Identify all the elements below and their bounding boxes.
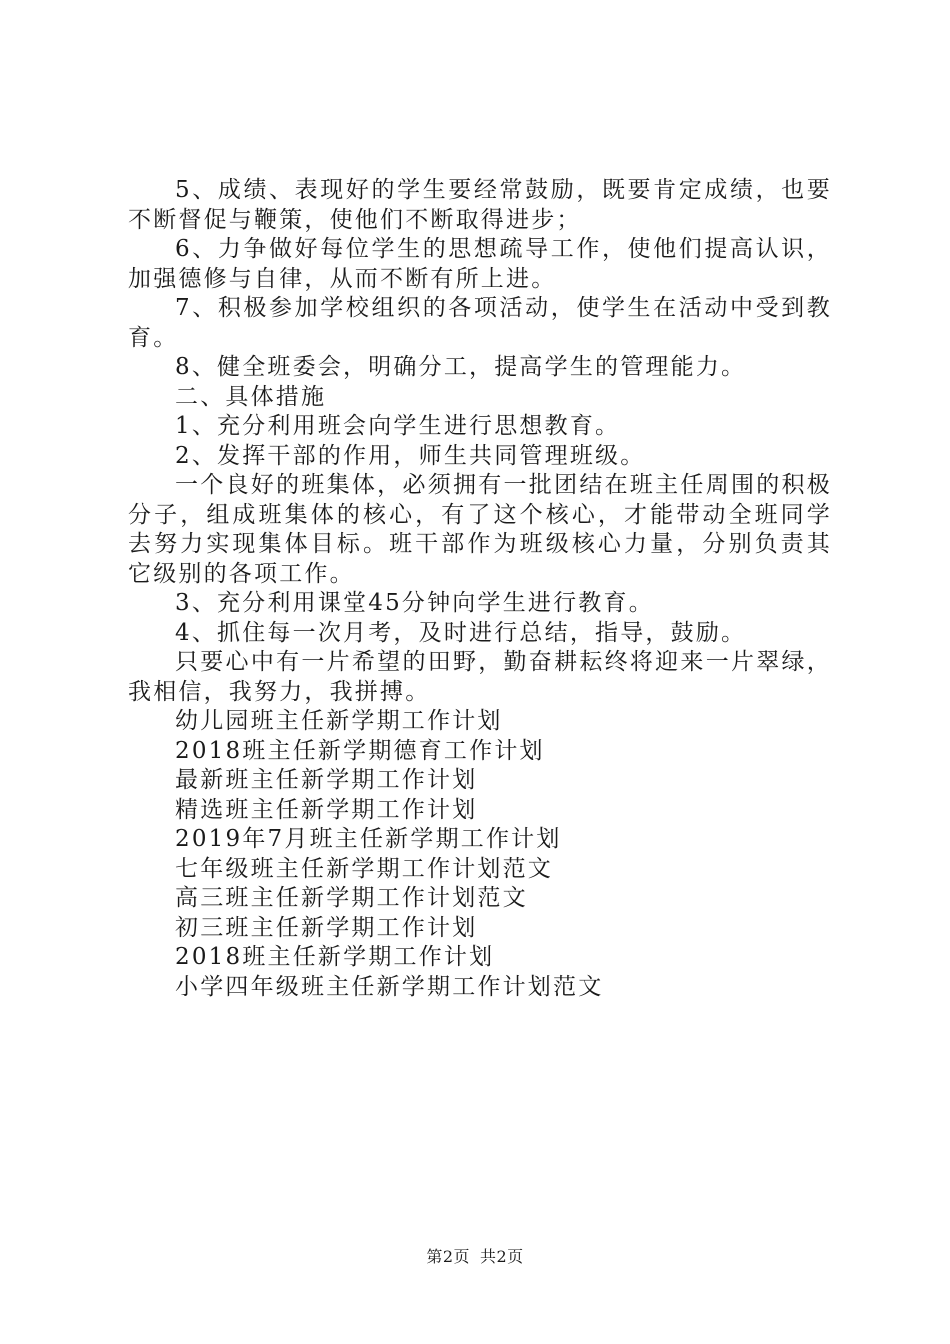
page-number-total: 共2页 <box>480 1247 524 1266</box>
related-link-item[interactable]: 2019年7月班主任新学期工作计划 <box>175 826 562 852</box>
related-link-item[interactable]: 精选班主任新学期工作计划 <box>175 796 478 823</box>
page-number-current: 第2页 <box>426 1247 470 1266</box>
measure-item-4: 4、抓住每一次月考，及时进行总结，指导，鼓励。 <box>175 619 747 646</box>
document-body <box>128 176 832 1002</box>
closing-paragraph: 只要心中有一片希望的田野，勤奋耕耘终将迎来一片翠绿，我相信，我努力，我拼搏。 <box>128 649 832 705</box>
page-footer <box>0 1244 950 1267</box>
related-link-item[interactable]: 2018班主任新学期工作计划 <box>175 944 495 970</box>
section-heading: 二、具体措施 <box>175 383 327 410</box>
related-link-item[interactable]: 小学四年级班主任新学期工作计划范文 <box>175 973 604 1000</box>
paragraph-item-7: 7、积极参加学校组织的各项活动，使学生在活动中受到教育。 <box>128 295 832 351</box>
paragraph-item-5: 5、成绩、表现好的学生要经常鼓励，既要肯定成绩，也要不断督促与鞭策，使他们不断取得进步； <box>128 177 832 233</box>
related-link-item[interactable]: 高三班主任新学期工作计划范文 <box>175 885 528 911</box>
related-link-item[interactable]: 初三班主任新学期工作计划 <box>175 914 478 941</box>
paragraph-item-8: 8、健全班委会，明确分工，提高学生的管理能力。 <box>175 354 747 380</box>
related-link-item[interactable]: 幼儿园班主任新学期工作计划 <box>175 708 503 734</box>
measure-explanation: 一个良好的班集体，必须拥有一批团结在班主任周围的积极分子，组成班集体的核心，有了这个核心，才能带动全班同学去努力实现集体目标。班干部作为班级核心力量，分别负责其它级别的各项工作。 <box>128 472 832 587</box>
paragraph-item-6: 6、力争做好每位学生的思想疏导工作，使他们提高认识，加强德修与自律，从而不断有所上进。 <box>128 236 832 292</box>
related-link-item[interactable]: 七年级班主任新学期工作计划范文 <box>175 855 553 882</box>
measure-item-1: 1、充分利用班会向学生进行思想教育。 <box>175 413 621 439</box>
measure-item-3: 3、充分利用课堂45分钟向学生进行教育。 <box>175 590 654 616</box>
related-link-item[interactable]: 2018班主任新学期德育工作计划 <box>175 737 545 764</box>
measure-item-2: 2、发挥干部的作用，师生共同管理班级。 <box>175 442 646 469</box>
related-link-item[interactable]: 最新班主任新学期工作计划 <box>175 767 478 793</box>
